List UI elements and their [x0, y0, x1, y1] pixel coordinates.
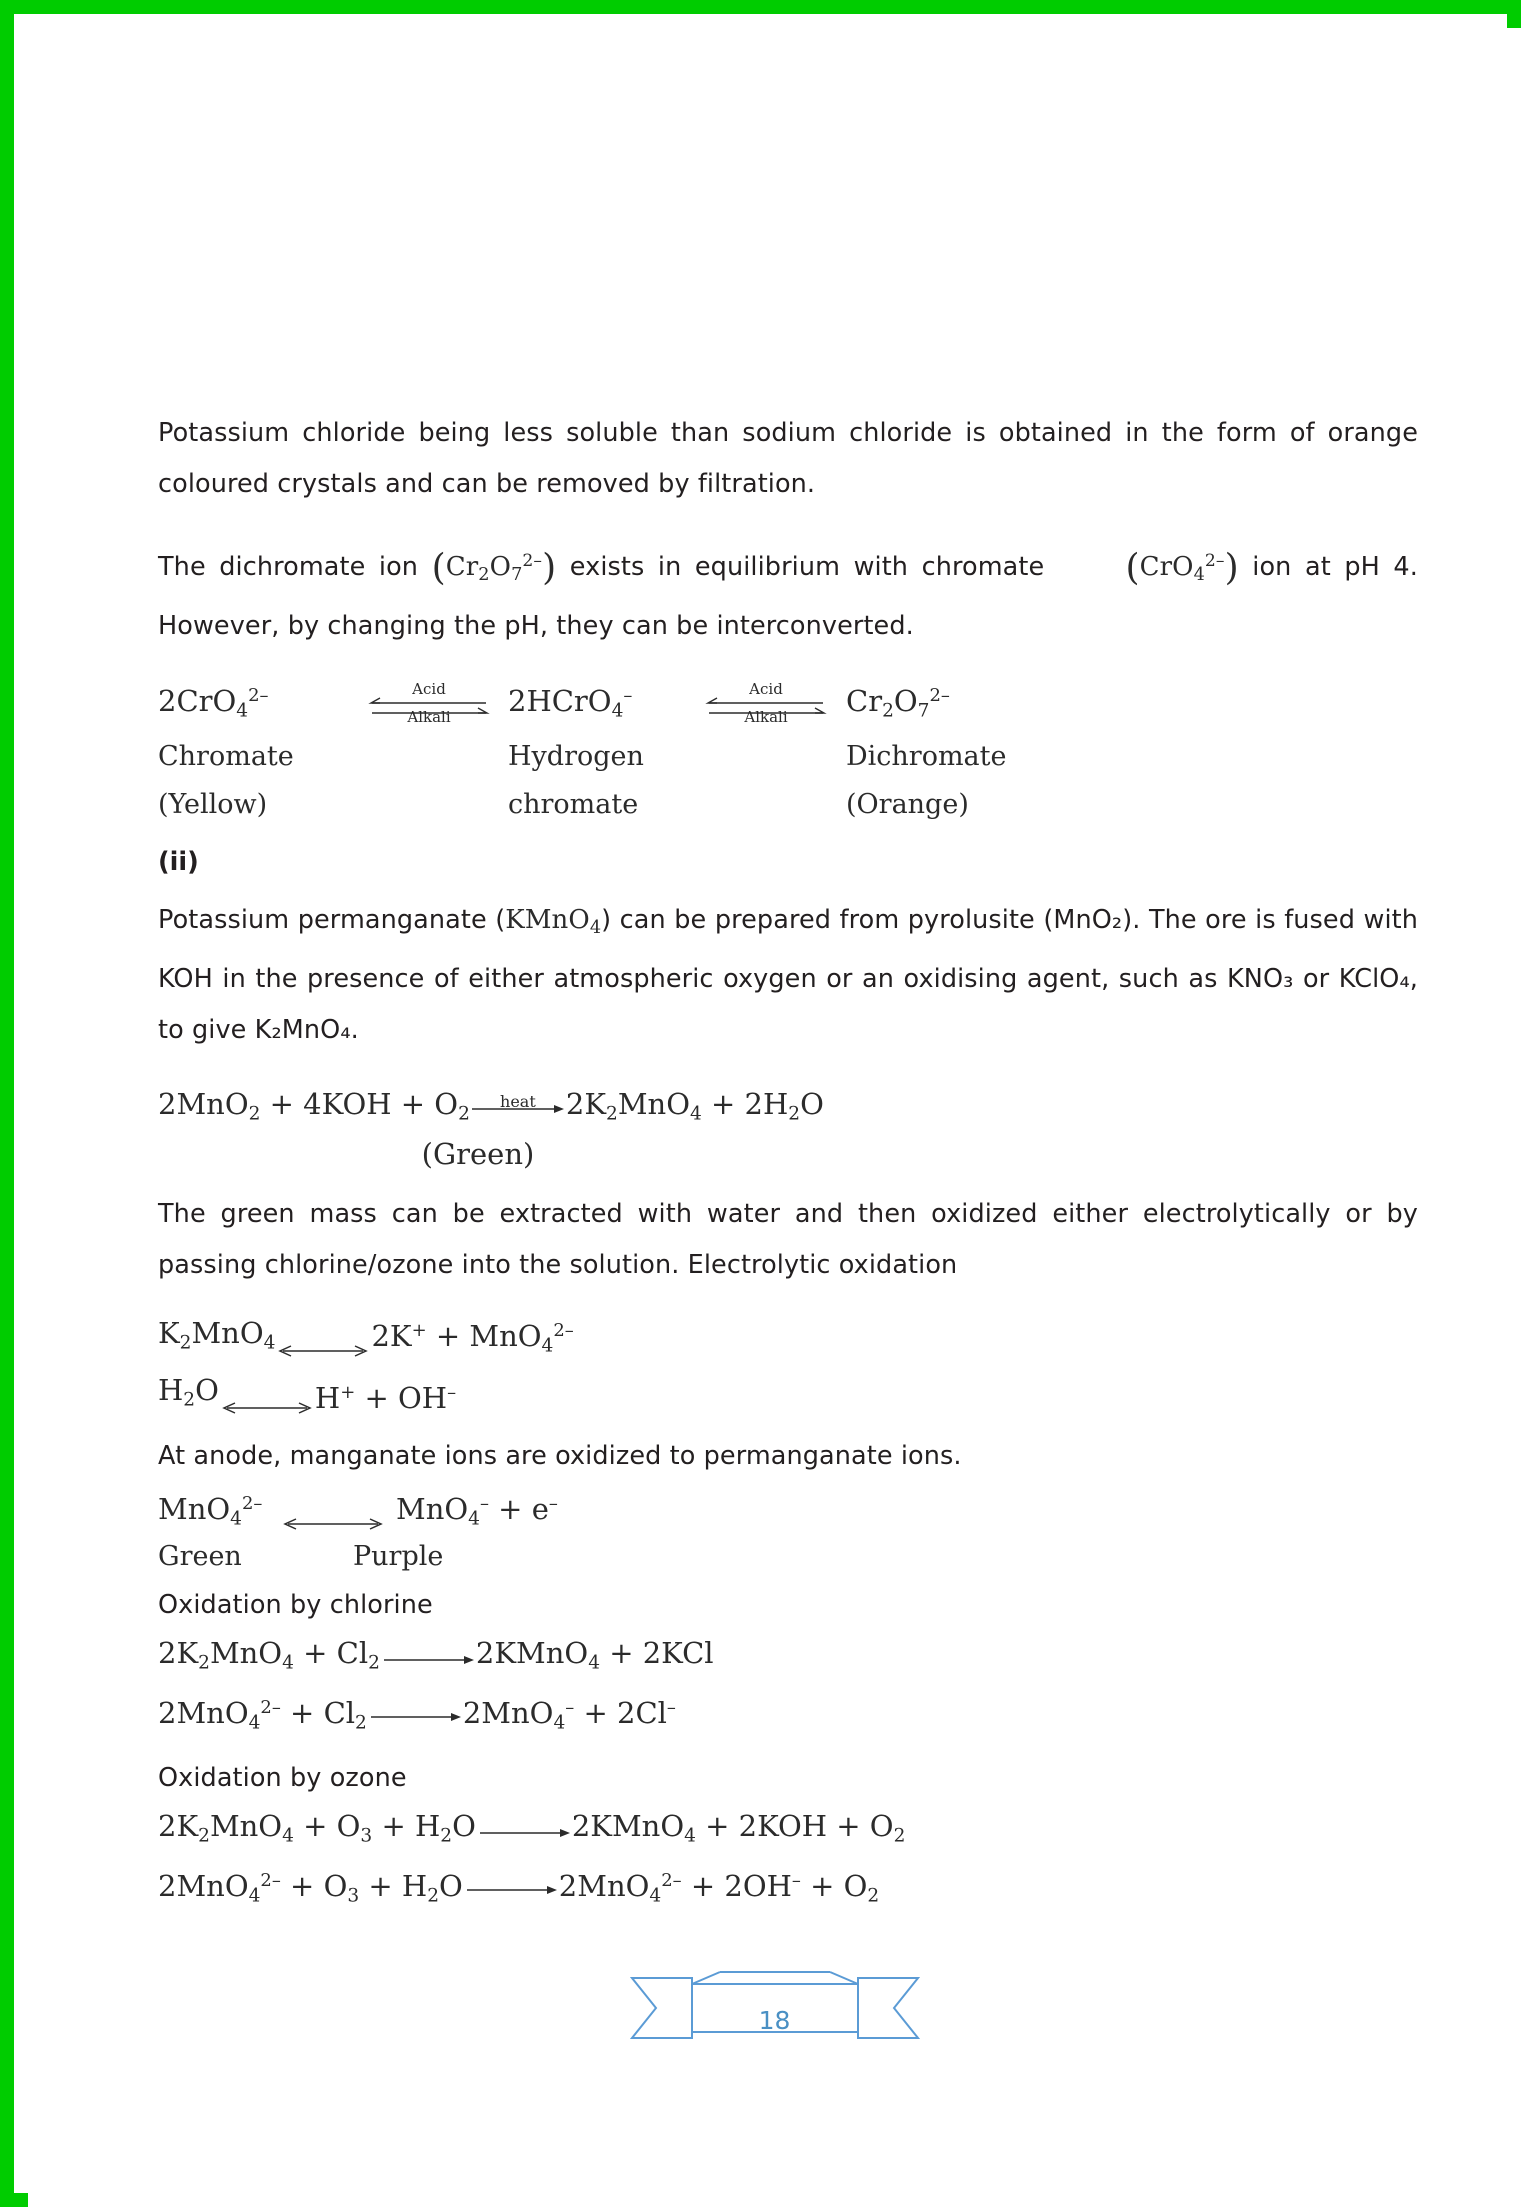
section-heading-ii: (ii) — [158, 847, 199, 878]
equation-dissociation-1: $K_2MnO_4$ 2K+ + MnO$_4^{2-}$ — [158, 1316, 574, 1357]
reaction-arrow-cl2 — [367, 1703, 463, 1729]
page-sheet — [28, 28, 1521, 2207]
arrow-label-alkali-1: Alkali — [407, 707, 451, 726]
page-number: 18 — [758, 2006, 791, 2035]
species-hydrogenchromate-name2: chromate — [508, 789, 639, 821]
equation-ozone-2: $2MnO_4^{2-} + O_3 + H_2O$ $2MnO_4^{2-} + 2OH^- + O_2$ — [158, 1868, 880, 1907]
species-dichromate-formula: $Cr_2O_7^{2-}$ — [846, 683, 950, 722]
anode-color-labels — [158, 1541, 1418, 1572]
species-chromate-formula: 2CrO$_4^{2-}$ — [158, 683, 269, 722]
double-arrow-1 — [275, 1327, 371, 1351]
species-dichromate-color: (Orange) — [846, 789, 969, 821]
chromate-ion-formula: (CrO$_4^{2-}$) — [1125, 547, 1239, 589]
anode-label-green: Green — [158, 1541, 242, 1573]
species-chromate-name: Chromate — [158, 741, 294, 773]
equilibrium-scheme — [158, 674, 1418, 829]
heat-arrow-label: heat — [500, 1091, 536, 1111]
equilibrium-arrow-2 — [703, 679, 846, 726]
paragraph-dichromate-part1: The dichromate ion — [158, 551, 419, 582]
equation-chlorine-1: $2K_2MnO_4 + Cl_2$ 2KMnO$_4$ + 2KCl — [158, 1636, 714, 1674]
page-footer — [28, 1958, 1521, 2078]
reaction-arrow-cl1 — [380, 1646, 476, 1672]
double-arrow-3 — [278, 1500, 374, 1524]
species-chromate-color: (Yellow) — [158, 789, 268, 821]
dichromate-ion-formula: $(Cr_2O_7^{2-})$ — [431, 547, 557, 589]
species-hydrogenchromate-name: Hydrogen — [508, 741, 644, 773]
equation-pyrolusite-note: (Green) — [421, 1136, 535, 1171]
arrow-label-alkali-2: Alkali — [744, 707, 788, 726]
paragraph-oxidation-ozone: Oxidation by ozone — [158, 1763, 407, 1794]
paragraph-intro: Potassium chloride being less soluble than sodium chloride is obtained in the form of orange coloured crystals and can be removed by filtration. — [158, 418, 1418, 499]
paragraph-dichromate — [158, 536, 1418, 652]
reaction-arrow-o2 — [463, 1876, 559, 1902]
reaction-arrow-o1 — [476, 1819, 572, 1845]
paragraph-green-mass: The green mass can be extracted with water and then oxidized either electrolytically or by passing chlorine/ozone into the solution. Electrolytic oxidation — [158, 1198, 1418, 1280]
equilibrium-arrow-1 — [366, 679, 508, 726]
heat-arrow — [470, 1091, 566, 1123]
anode-label-purple: Purple — [353, 1541, 444, 1573]
paragraph-dichromate-part2: exists in equilibrium with chromate — [569, 551, 1045, 582]
equation-dissociation-2: $H_2O$ H+ + OH– — [158, 1373, 457, 1415]
paragraph-anode: At anode, manganate ions are oxidized to permanganate ions. — [158, 1440, 962, 1471]
paragraph-permanganate-part1: Potassium permanganate ( — [158, 905, 506, 936]
paragraph-oxidation-chlorine: Oxidation by chlorine — [158, 1590, 433, 1621]
paragraph-dichromate-part3: ion at pH 4. However, by changing the pH, they can be interconverted. — [158, 551, 1418, 641]
equation-ozone-1: $2K_2MnO_4 + O_3 + H_2O$ 2KMnO$_4$ + $2KOH + O_2$ — [158, 1809, 906, 1847]
equation-chlorine-2: $2MnO_4^{2-} + Cl_2$ 2MnO$_4$– + 2Cl– — [158, 1695, 676, 1734]
permanganate-formula: KMnO$_4$ — [505, 905, 602, 939]
paragraph-permanganate — [158, 895, 1418, 1056]
paragraph-permanganate-part2: ) can be prepared from pyrolusite (MnO₂). The ore is fused with KOH in the presence of either atmospheric oxygen or an oxidising agent, such as KNO₃ or KClO₄, to give K₂MnO₄. — [158, 905, 1418, 1046]
arrow-label-acid-1: Acid — [412, 679, 446, 698]
species-dichromate-name: Dichromate — [846, 741, 1007, 773]
double-arrow-2 — [219, 1384, 315, 1408]
equation-pyrolusite: $2MnO_2 + 4KOH + O_2$ heat $2K_2MnO_4 + 2H_2O$ — [158, 1082, 1418, 1137]
arrow-label-acid-2: Acid — [749, 679, 783, 698]
document-content — [158, 408, 1418, 1918]
species-hydrogenchromate-formula: 2HCrO$_4$– — [508, 683, 633, 722]
equation-anode: MnO$_4^{2-}$ MnO$_4$– + e– — [158, 1491, 558, 1530]
